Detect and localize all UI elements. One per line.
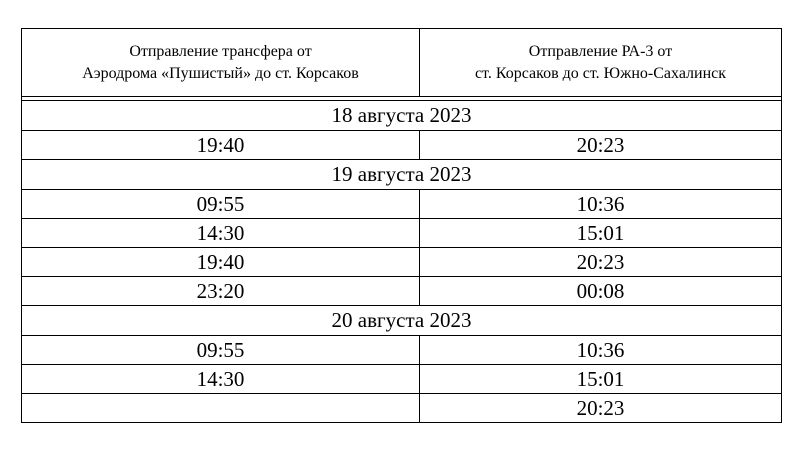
train-time: 00:08: [420, 277, 782, 306]
train-time: 10:36: [420, 190, 782, 219]
transfer-time: 23:20: [22, 277, 420, 306]
time-row: [22, 190, 782, 219]
transfer-time: 09:55: [22, 336, 420, 365]
header-row: [22, 29, 782, 97]
transfer-time: 19:40: [22, 131, 420, 160]
transfer-time: 09:55: [22, 190, 420, 219]
schedule-table: [21, 28, 782, 423]
header-transfer: [22, 29, 420, 97]
header-train-line2: ст. Корсаков до ст. Южно-Сахалинск: [474, 64, 727, 82]
transfer-time: [22, 394, 420, 423]
time-row: [22, 365, 782, 394]
transfer-time: 19:40: [22, 248, 420, 277]
header-train-line1: Отправление РА-3 от: [528, 42, 673, 60]
time-row: [22, 248, 782, 277]
header-train: [420, 29, 782, 97]
date-row: [22, 306, 782, 336]
train-time: 20:23: [420, 131, 782, 160]
date-cell: 19 августа 2023: [22, 160, 782, 190]
time-row: [22, 219, 782, 248]
header-transfer-line1: Отправление трансфера от: [129, 42, 312, 60]
time-row: [22, 394, 782, 423]
transfer-time: 14:30: [22, 365, 420, 394]
train-time: 10:36: [420, 336, 782, 365]
train-time: 20:23: [420, 394, 782, 423]
date-row: [22, 101, 782, 131]
transfer-time: 14:30: [22, 219, 420, 248]
date-cell: 20 августа 2023: [22, 306, 782, 336]
train-time: 20:23: [420, 248, 782, 277]
time-row: [22, 336, 782, 365]
date-cell: 18 августа 2023: [22, 101, 782, 131]
time-row: [22, 277, 782, 306]
header-transfer-line2: Аэродрома «Пушистый» до ст. Корсаков: [82, 64, 359, 82]
date-row: [22, 160, 782, 190]
train-time: 15:01: [420, 365, 782, 394]
train-time: 15:01: [420, 219, 782, 248]
time-row: [22, 131, 782, 160]
